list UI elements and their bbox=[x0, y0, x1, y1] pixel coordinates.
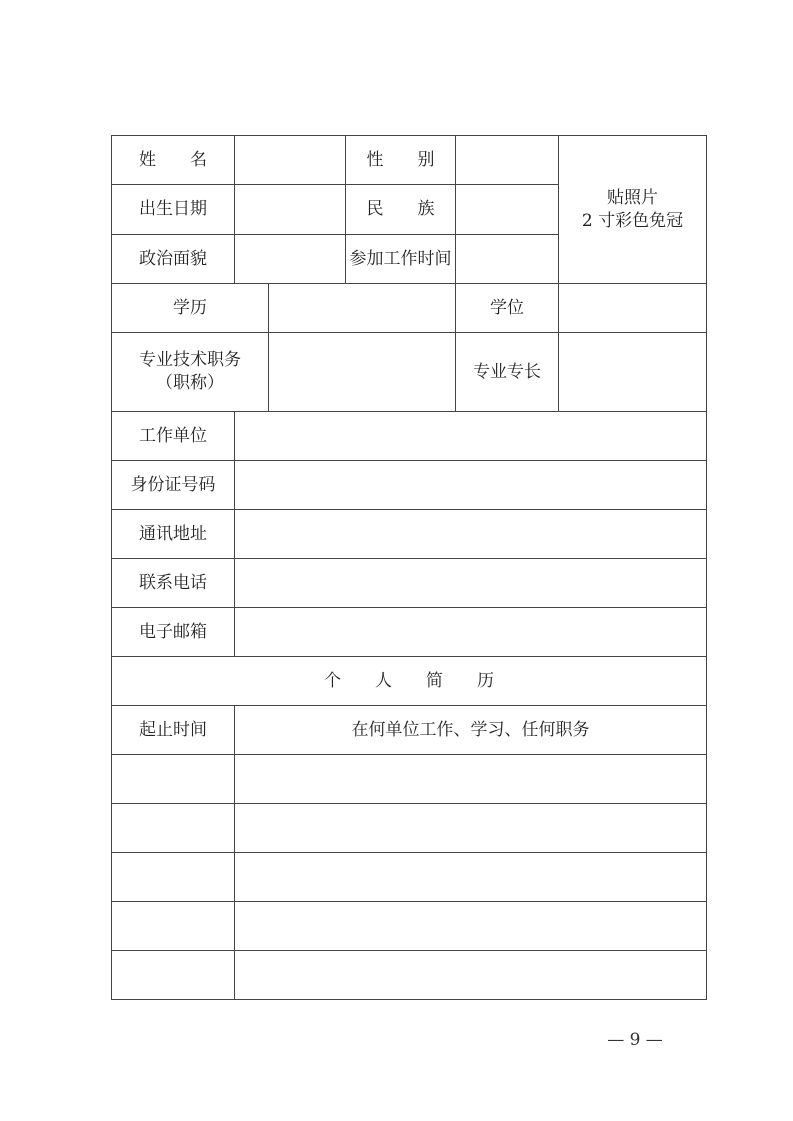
work-start-label: 参加工作时间 bbox=[346, 235, 456, 284]
political-status-field[interactable] bbox=[235, 235, 346, 284]
birth-date-field[interactable] bbox=[235, 185, 346, 235]
resume-row bbox=[112, 853, 707, 902]
work-start-field[interactable] bbox=[456, 235, 559, 284]
gender-field[interactable] bbox=[456, 136, 559, 185]
duties-header: 在何单位工作、学习、任何职务 bbox=[235, 706, 707, 755]
resume-period-cell[interactable] bbox=[112, 804, 235, 853]
gender-label: 性 别 bbox=[346, 136, 456, 185]
ethnicity-field[interactable] bbox=[456, 185, 559, 235]
professional-title-label-line2: （职称） bbox=[156, 373, 224, 393]
ethnicity-label: 民 族 bbox=[346, 185, 456, 235]
phone-label: 联系电话 bbox=[112, 559, 235, 608]
political-status-label: 政治面貌 bbox=[112, 235, 235, 284]
specialty-label: 专业专长 bbox=[456, 333, 559, 412]
photo-box[interactable] bbox=[559, 136, 707, 284]
resume-row bbox=[112, 755, 707, 804]
resume-row bbox=[112, 804, 707, 853]
education-label: 学历 bbox=[112, 284, 269, 333]
resume-period-cell[interactable] bbox=[112, 902, 235, 951]
resume-duties-cell[interactable] bbox=[235, 804, 707, 853]
resume-duties-cell[interactable] bbox=[235, 902, 707, 951]
employer-field[interactable] bbox=[235, 412, 707, 461]
resume-period-cell[interactable] bbox=[112, 951, 235, 1000]
resume-duties-cell[interactable] bbox=[235, 755, 707, 804]
professional-title-label-line1: 专业技术职务 bbox=[139, 350, 241, 371]
address-label: 通讯地址 bbox=[112, 510, 235, 559]
address-field[interactable] bbox=[235, 510, 707, 559]
id-number-label: 身份证号码 bbox=[112, 461, 235, 510]
photo-label-line2: 2 寸彩色免冠 bbox=[581, 210, 684, 231]
birth-date-label: 出生日期 bbox=[112, 185, 235, 235]
email-label: 电子邮箱 bbox=[112, 608, 235, 657]
resume-period-cell[interactable] bbox=[112, 755, 235, 804]
email-field[interactable] bbox=[235, 608, 707, 657]
education-field[interactable] bbox=[269, 284, 456, 333]
resume-duties-cell[interactable] bbox=[235, 951, 707, 1000]
resume-row bbox=[112, 951, 707, 1000]
name-field[interactable] bbox=[235, 136, 346, 185]
period-header: 起止时间 bbox=[112, 706, 235, 755]
phone-field[interactable] bbox=[235, 559, 707, 608]
registration-form-table bbox=[111, 135, 707, 1000]
degree-field[interactable] bbox=[559, 284, 707, 333]
professional-title-field[interactable] bbox=[269, 333, 456, 412]
resume-period-cell[interactable] bbox=[112, 853, 235, 902]
name-label: 姓 名 bbox=[112, 136, 235, 185]
resume-heading: 个 人 简 历 bbox=[112, 657, 707, 706]
resume-duties-cell[interactable] bbox=[235, 853, 707, 902]
resume-row bbox=[112, 902, 707, 951]
id-number-field[interactable] bbox=[235, 461, 707, 510]
employer-label: 工作单位 bbox=[112, 412, 235, 461]
photo-label-line1: 贴照片 bbox=[607, 187, 658, 208]
degree-label: 学位 bbox=[456, 284, 559, 333]
page-number: — 9 — bbox=[607, 1030, 663, 1050]
specialty-field[interactable] bbox=[559, 333, 707, 412]
professional-title-label bbox=[112, 333, 269, 412]
